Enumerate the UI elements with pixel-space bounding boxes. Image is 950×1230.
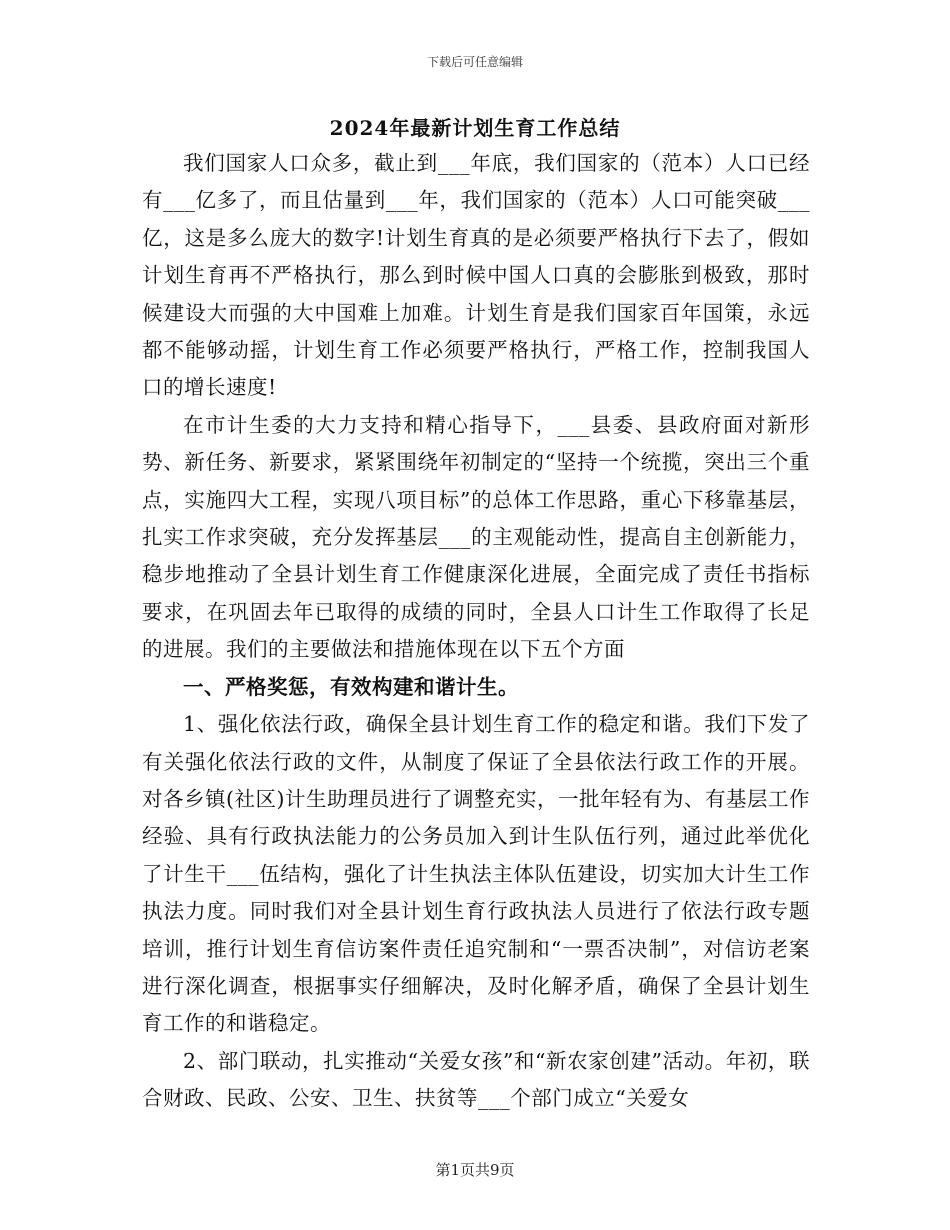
paragraph-item-2: 2、部门联动，扎实推动“关爱女孩”和“新农家创建”活动。年初，联合财政、民政、公安、卫生、扶贫等___个部门成立“关爱女 [142,1048,810,1111]
page-number: 第1页共9页 [435,1161,515,1179]
page-header-note: 下载后可任意编辑 [426,55,523,69]
paragraph-overview: 在市计生委的大力支持和精心指导下，___县委、县政府面对新形势、新任务、新要求，紧紧围绕年初制定的“坚持一个统揽，突出三个重点，实施四大工程，实现八项目标”的总体工作思路，重心下移靠基层，扎实工作求突破，充分发挥基层___的主观能动性，提高自主创新能力，稳步地推动了全县计划生育工作健康深化进展，全面完成了责任书指标要求，在巩固去年已取得的成绩的同时，全县人口计生工作取得了长足的进展。我们的主要做法和措施体现在以下五个方面 [142,412,810,662]
paragraph-item-1: 1、强化依法行政，确保全县计划生育工作的稳定和谐。我们下发了有关强化依法行政的文件，从制度了保证了全县依法行政工作的开展。对各乡镇(社区)计生助理员进行了调整充实，一批年轻有为、有基层工作经验、具有行政执法能力的公务员加入到计生队伍行列，通过此举优化了计生干___伍结构，强化了计生执法主体队伍建设，切实加大计生工作执法力度。同时我们对全县计划生育行政执法人员进行了依法行政专题培训，推行计划生育信访案件责任追究制和“一票否决制”，对信访老案进行深化调查，根据事实仔细解决，及时化解矛盾，确保了全县计划生育工作的和谐稳定。 [142,712,810,1036]
section-heading-1: 一、严格奖惩，有效构建和谐计生。 [183,674,519,699]
paragraph-intro: 我们国家人口众多，截止到___年底，我们国家的（范本）人口已经有___亿多了，而且估量到___年，我们国家的（范本）人口可能突破___亿，这是多么庞大的数字!计划生育真的是必须要严格执行下去了，假如计划生育再不严格执行，那么到时候中国人口真的会膨胀到极致，那时候建设大而强的大中国难上加难。计划生育是我们国家百年国策，永远都不能够动摇，计划生育工作必须要严格执行，严格工作，控制我国人口的增长速度! [142,151,810,400]
document-body [142,145,810,1118]
document-title: 2024年最新计划生育工作总结 [329,116,621,140]
